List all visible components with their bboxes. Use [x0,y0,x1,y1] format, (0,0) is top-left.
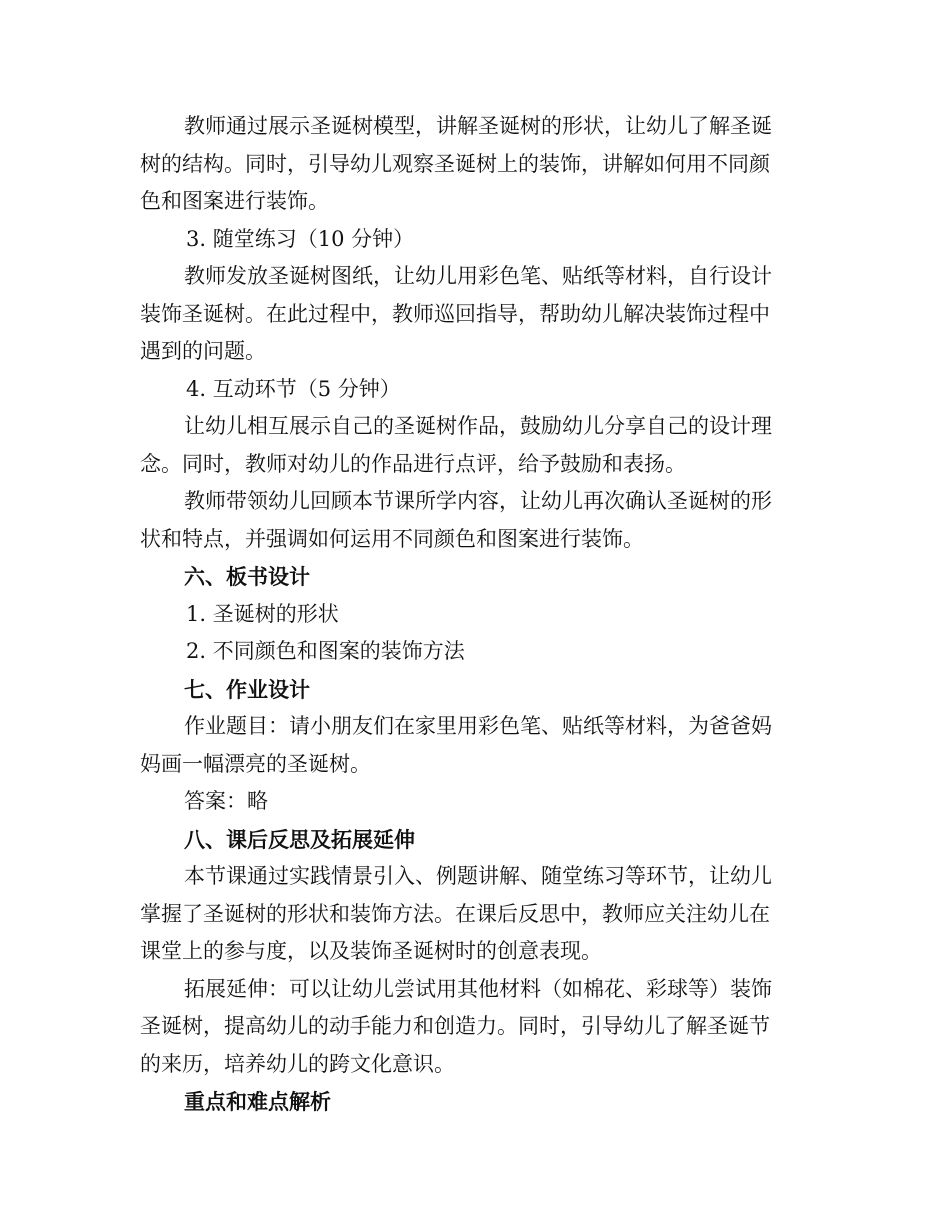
text-line: 掌握了圣诞树的形状和装饰方法。在课后反思中，教师应关注幼儿在 [140,901,770,926]
numbered-item: 3. 随堂练习（10 分钟） [186,226,415,251]
text-line: 遇到的问题。 [140,339,266,363]
section-heading: 六、板书设计 [184,564,310,589]
text-line: 树的结构。同时，引导幼儿观察圣诞树上的装饰，讲解如何用不同颜 [140,151,770,176]
text-line: 拓展延伸：可以让幼儿尝试用其他材料（如棉花、彩球等）装饰 [184,976,772,1001]
text-line: 教师发放圣诞树图纸，让幼儿用彩色笔、贴纸等材料，自行设计 [184,264,772,288]
text-line: 本节课通过实践情景引入、例题讲解、随堂练习等环节，让幼儿 [184,864,772,888]
text-line: 色和图案进行装饰。 [140,189,329,213]
text-line: 装饰圣诞树。在此过程中，教师巡回指导，帮助幼儿解决装饰过程中 [140,301,770,326]
numbered-item: 2. 不同颜色和图案的装饰方法 [186,639,465,663]
text-line: 圣诞树，提高幼儿的动手能力和创造力。同时，引导幼儿了解圣诞节 [140,1014,770,1038]
numbered-item: 4. 互动环节（5 分钟） [186,376,401,401]
section-heading: 七、作业设计 [184,676,310,702]
text-line: 让幼儿相互展示自己的圣诞树作品，鼓励幼儿分享自己的设计理 [184,414,772,438]
text-line: 的来历，培养幼儿的跨文化意识。 [140,1051,455,1076]
text-line: 答案：略 [184,789,268,813]
text-line: 念。同时，教师对幼儿的作品进行点评，给予鼓励和表扬。 [140,451,686,476]
text-line: 作业题目：请小朋友们在家里用彩色笔、贴纸等材料，为爸爸妈 [184,714,772,738]
text-line: 教师带领幼儿回顾本节课所学内容，让幼儿再次确认圣诞树的形 [184,489,772,513]
text-line: 课堂上的参与度，以及装饰圣诞树时的创意表现。 [140,939,602,963]
text-line: 教师通过展示圣诞树模型，讲解圣诞树的形状，让幼儿了解圣诞 [184,114,772,138]
section-heading: 重点和难点解析 [184,1089,331,1114]
text-line: 妈画一幅漂亮的圣诞树。 [140,751,371,776]
numbered-item: 1. 圣诞树的形状 [186,601,339,626]
text-line: 状和特点，并强调如何运用不同颜色和图案进行装饰。 [140,526,644,551]
document-page [140,108,795,1121]
section-heading: 八、课后反思及拓展延伸 [184,826,415,852]
